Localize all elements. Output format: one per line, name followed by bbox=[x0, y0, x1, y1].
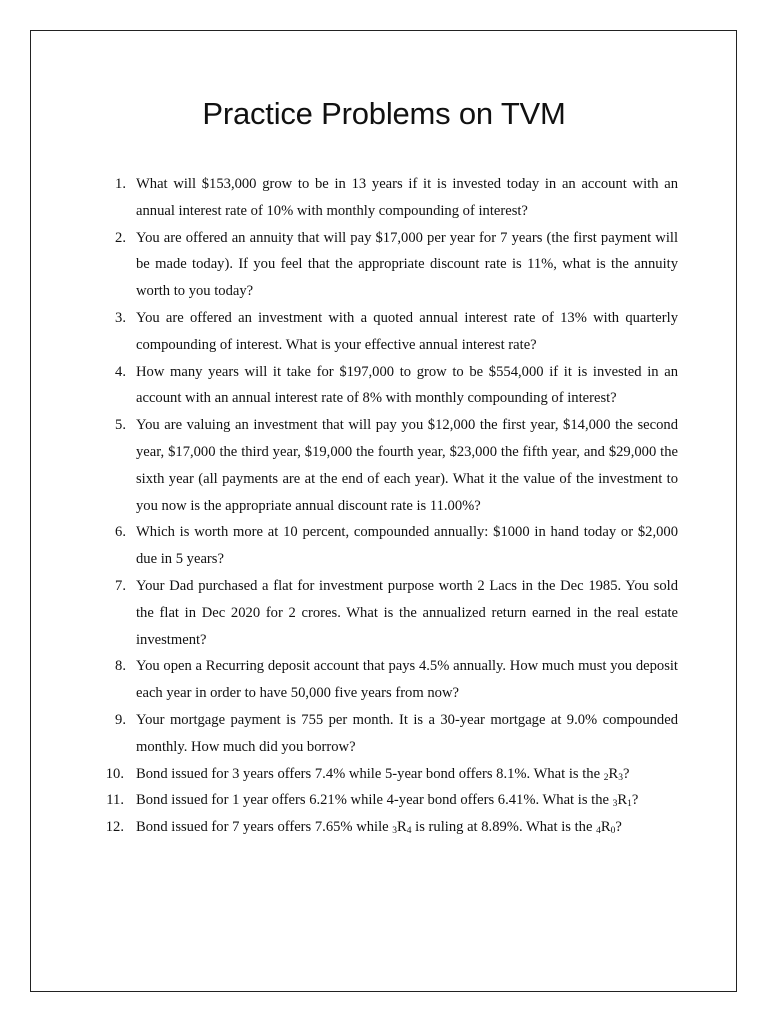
problem-text: You are offered an investment with a quoted annual interest rate of 13% with quarterly compounding of interest. What is your effective annual interest rate? bbox=[136, 309, 678, 353]
problem-12 bbox=[104, 814, 678, 841]
problem-text: Your mortgage payment is 755 per month. It is a 30-year mortgage at 9.0% compounded monthly. How much did you borrow? bbox=[136, 711, 678, 755]
problem-text: You open a Recurring deposit account that pays 4.5% annually. How much must you deposit each year in order to have 50,000 five years from now? bbox=[136, 658, 678, 702]
rate-symbol: R bbox=[608, 765, 619, 782]
rate-symbol: R bbox=[600, 819, 611, 836]
rate-symbol: R bbox=[617, 792, 628, 809]
subscript-prefix: 2 bbox=[603, 772, 609, 783]
problem-text bbox=[136, 761, 678, 788]
problem-6 bbox=[104, 519, 678, 573]
subscript-prefix: 4 bbox=[596, 826, 601, 837]
problem-number: 7. bbox=[115, 577, 126, 594]
problem-11 bbox=[104, 787, 678, 814]
problem-list bbox=[104, 171, 678, 841]
problem-number: 10. bbox=[105, 765, 124, 782]
problem-text-part: Bond issued for 3 years offers 7.4% while 5-year bond offers 8.1%. What is the bbox=[136, 765, 604, 782]
subscript-suffix: 3 bbox=[618, 772, 623, 783]
problem-text-part: is ruling at 8.89%. What is the bbox=[411, 819, 597, 836]
subscript-suffix: 4 bbox=[406, 826, 412, 837]
problem-number: 8. bbox=[115, 658, 126, 675]
problem-text-part: ? bbox=[631, 792, 639, 809]
problem-5 bbox=[104, 412, 678, 519]
problem-text-part: ? bbox=[615, 819, 622, 836]
subscript-suffix: 0 bbox=[610, 826, 616, 837]
problem-text bbox=[136, 787, 678, 814]
problem-text: You are valuing an investment that will pay you $12,000 the first year, $14,000 the second year, $17,000 the third year, $19,000 the fourth year, $23,000 the fifth year, and $29,000 the sixth year (all payments are at the end of each year). What it the value of the investment to you now is the appropriate annual discount rate is 11.00%? bbox=[136, 417, 678, 514]
problem-1 bbox=[104, 171, 678, 225]
subscript-prefix: 3 bbox=[612, 799, 618, 810]
problem-number: 12. bbox=[105, 819, 124, 836]
subscript-suffix: 1 bbox=[627, 799, 632, 810]
problem-text-part: Bond issued for 7 years offers 7.65% while bbox=[136, 819, 393, 836]
problem-9 bbox=[104, 707, 678, 761]
problem-number: 2. bbox=[115, 229, 126, 246]
problem-text bbox=[136, 814, 678, 841]
problem-number: 6. bbox=[115, 524, 126, 541]
subscript-prefix: 3 bbox=[392, 826, 398, 837]
problem-4 bbox=[104, 359, 678, 413]
problem-text: Which is worth more at 10 percent, compounded annually: $1000 in hand today or $2,000 due in 5 years? bbox=[136, 524, 678, 568]
problem-text: How many years will it take for $197,000 to grow to be $554,000 if it is invested in an account with an annual interest rate of 8% with monthly compounding of interest? bbox=[136, 363, 678, 407]
problem-2 bbox=[104, 225, 678, 305]
problem-7 bbox=[104, 573, 678, 653]
rate-symbol: R bbox=[397, 819, 407, 836]
problem-number: 9. bbox=[115, 711, 126, 728]
problem-number: 3. bbox=[115, 309, 126, 326]
problem-8 bbox=[104, 653, 678, 707]
problem-number: 5. bbox=[115, 417, 126, 434]
problem-text: You are offered an annuity that will pay $17,000 per year for 7 years (the first payment will be made today). If you feel that the appropriate discount rate is 11%, what is the annuity worth to you today? bbox=[136, 229, 678, 300]
problem-number: 1. bbox=[115, 176, 126, 192]
problem-3 bbox=[104, 305, 678, 359]
problem-number: 4. bbox=[115, 363, 126, 380]
problem-text: What will $153,000 grow to be in 13 years if it is invested today in an account with an annual interest rate of 10% with monthly compounding of interest? bbox=[136, 176, 678, 219]
page-title: Practice Problems on TVM bbox=[202, 96, 566, 131]
problem-text-part: Bond issued for 1 year offers 6.21% while 4-year bond offers 6.41%. What is the bbox=[136, 792, 613, 809]
problem-10 bbox=[104, 761, 678, 788]
problem-number: 11. bbox=[106, 792, 124, 809]
problem-text-part: ? bbox=[622, 765, 630, 782]
problem-text: Your Dad purchased a flat for investment purpose worth 2 Lacs in the Dec 1985. You sold the flat in Dec 2020 for 2 crores. What is the annualized return earned in the real estate investment? bbox=[136, 577, 678, 648]
